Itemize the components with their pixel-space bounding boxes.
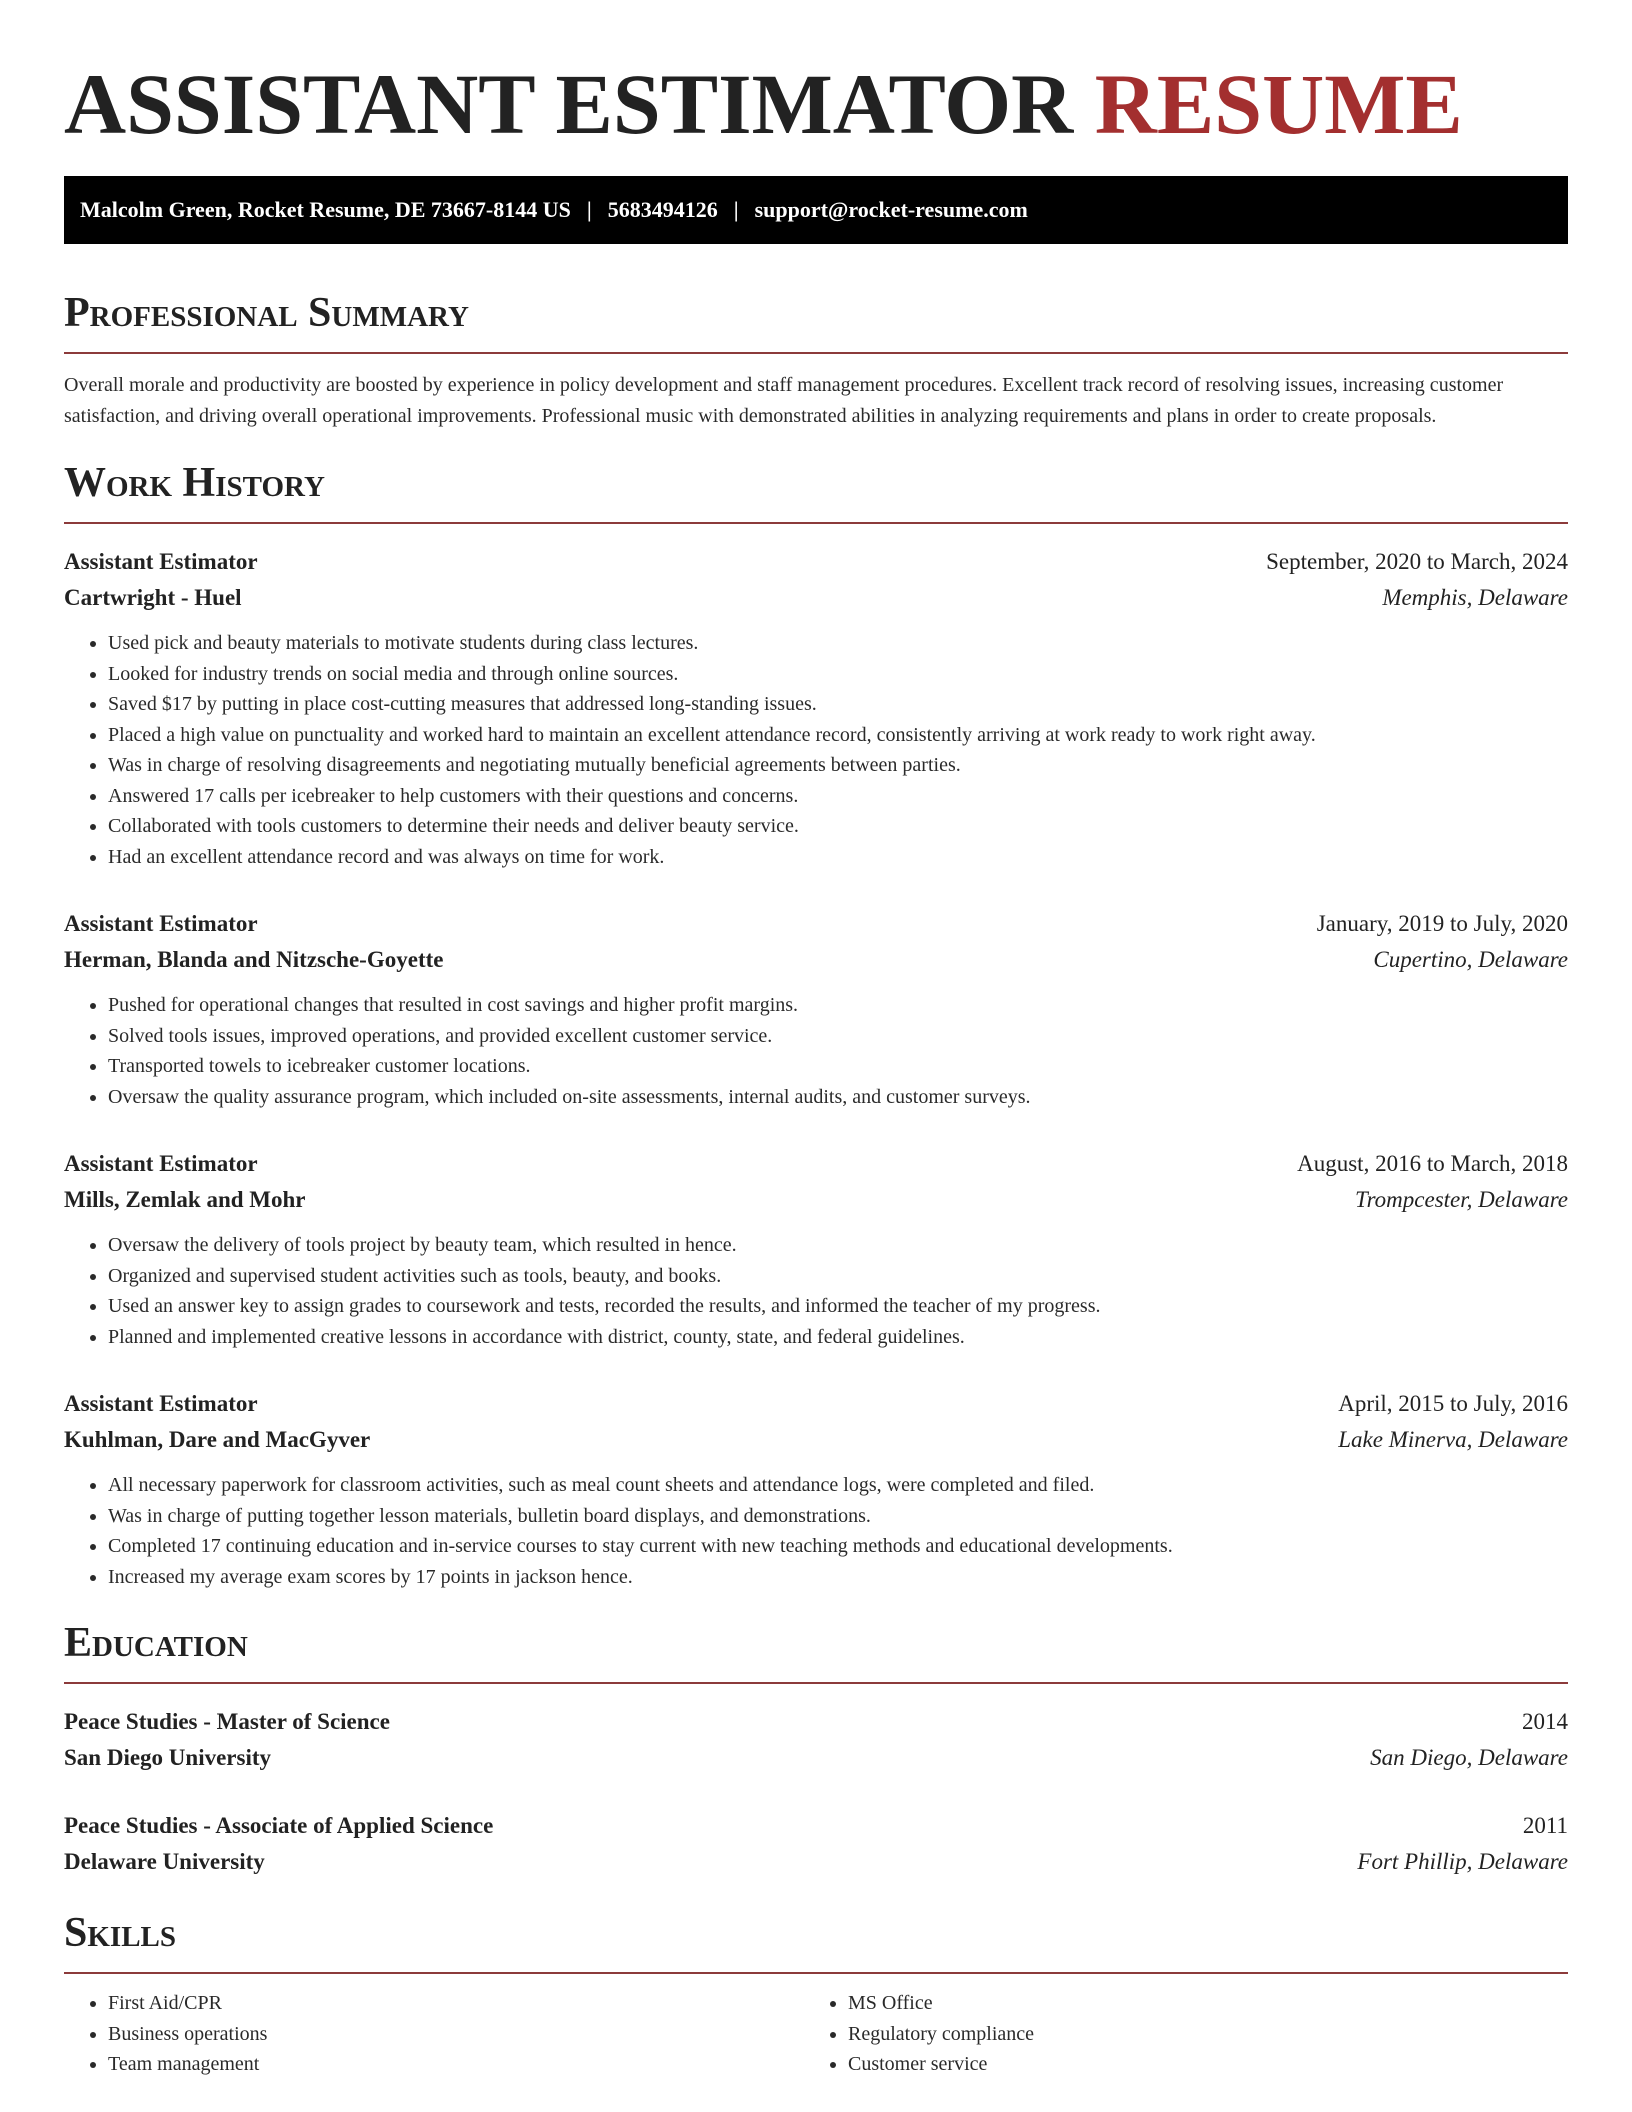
summary-text: Overall morale and productivity are boosted by experience in policy development and staff management procedures. Excellent track record of resolving issues, increasing customer satisfaction, and driving overall operational improvements. Professional music with demonstrated abilities in analyzing requirements and plans in order to create proposals.: [64, 374, 1504, 427]
job-company: Herman, Blanda and Nitzsche-Goyette: [64, 947, 444, 972]
job-bullet: • Placed a high value on punctuality and worked hard to maintain an excellent attendance record, consistently arriving at work ready to work right away.: [108, 720, 1568, 751]
education-school: Delaware University: [64, 1849, 265, 1874]
job-subheader: [64, 942, 1568, 978]
job-entry: [64, 544, 1568, 872]
job-bullets: [64, 628, 1568, 872]
contact-bar: [64, 176, 1568, 244]
title-accent: RESUME: [1094, 56, 1463, 152]
title-main: ASSISTANT ESTIMATOR: [64, 56, 1074, 152]
job-subheader: [64, 1422, 1568, 1458]
job-bullet: • Was in charge of putting together lesson materials, bulletin board displays, and demonstrations.: [108, 1501, 1568, 1532]
skill-item: • Team management: [108, 2049, 804, 2080]
job-title: Assistant Estimator: [64, 911, 258, 936]
skills-heading: Skills: [64, 1908, 1568, 1974]
job-company: Cartwright - Huel: [64, 585, 242, 610]
education-subheader: [64, 1844, 1568, 1880]
job-title: Assistant Estimator: [64, 1391, 258, 1416]
job-bullets: [64, 1230, 1568, 1352]
skill-item: • MS Office: [848, 1988, 1544, 2019]
job-title: Assistant Estimator: [64, 549, 258, 574]
job-bullet: • Oversaw the quality assurance program, which included on-site assessments, internal audits, and customer surveys.: [108, 1082, 1568, 1113]
job-bullet: • Pushed for operational changes that resulted in cost savings and higher profit margins.: [108, 990, 1568, 1021]
job-location: Trompcester, Delaware: [1355, 1187, 1568, 1212]
job-bullet: • Saved $17 by putting in place cost-cutting measures that addressed long-standing issues.: [108, 689, 1568, 720]
skill-item: • First Aid/CPR: [108, 1988, 804, 2019]
job-bullet: • Looked for industry trends on social media and through online sources.: [108, 659, 1568, 690]
job-entry: [64, 1146, 1568, 1352]
contact-separator: |: [733, 197, 739, 222]
job-bullet: • Used pick and beauty materials to motivate students during class lectures.: [108, 628, 1568, 659]
job-location: Lake Minerva, Delaware: [1338, 1427, 1568, 1452]
skill-item: • Customer service: [848, 2049, 1544, 2080]
job-bullet: • Planned and implemented creative lessons in accordance with district, county, state, and federal guidelines.: [108, 1322, 1568, 1353]
summary-heading: Professional Summary: [64, 288, 1568, 354]
job-header: [64, 906, 1568, 942]
job-bullet: • Had an excellent attendance record and was always on time for work.: [108, 842, 1568, 873]
skills-list: [64, 1988, 1568, 2080]
job-header: [64, 1386, 1568, 1422]
job-company: Kuhlman, Dare and MacGyver: [64, 1427, 371, 1452]
contact-separator: |: [586, 197, 592, 222]
education-degree: Peace Studies - Master of Science: [64, 1709, 390, 1734]
job-bullet: • Oversaw the delivery of tools project by beauty team, which resulted in hence.: [108, 1230, 1568, 1261]
education-header: [64, 1704, 1568, 1740]
job-bullet: • Was in charge of resolving disagreements and negotiating mutually beneficial agreements between parties.: [108, 750, 1568, 781]
skill-item: • Business operations: [108, 2019, 804, 2050]
job-header: [64, 1146, 1568, 1182]
contact-phone: 5683494126: [607, 197, 718, 222]
job-header: [64, 544, 1568, 580]
education-year: 2011: [1522, 1813, 1568, 1838]
education-entry: [64, 1808, 1568, 1880]
job-title: Assistant Estimator: [64, 1151, 258, 1176]
job-location: Memphis, Delaware: [1382, 585, 1568, 610]
education-degree: Peace Studies - Associate of Applied Science: [64, 1813, 494, 1838]
job-dates: April, 2015 to July, 2016: [1338, 1391, 1568, 1416]
job-bullets: [64, 990, 1568, 1112]
education-location: San Diego, Delaware: [1370, 1745, 1568, 1770]
job-company: Mills, Zemlak and Mohr: [64, 1187, 306, 1212]
job-bullet: • All necessary paperwork for classroom activities, such as meal count sheets and attendance logs, were completed and filed.: [108, 1470, 1568, 1501]
resume-page: [64, 0, 1568, 2080]
resume-title: [64, 58, 1568, 150]
job-location: Cupertino, Delaware: [1373, 947, 1568, 972]
job-bullet: • Solved tools issues, improved operations, and provided excellent customer service.: [108, 1021, 1568, 1052]
contact-address: Malcolm Green, Rocket Resume, DE 73667-8144 US: [80, 197, 571, 222]
job-bullet: • Used an answer key to assign grades to coursework and tests, recorded the results, and informed the teacher of my progress.: [108, 1291, 1568, 1322]
skills-column-right: [804, 1988, 1544, 2080]
education-year: 2014: [1522, 1709, 1568, 1734]
job-subheader: [64, 1182, 1568, 1218]
skills-column-left: [64, 1988, 804, 2080]
job-bullet: • Organized and supervised student activities such as tools, beauty, and books.: [108, 1261, 1568, 1292]
contact-email: support@rocket-resume.com: [754, 197, 1028, 222]
job-subheader: [64, 580, 1568, 616]
skill-item: • Regulatory compliance: [848, 2019, 1544, 2050]
job-bullet: • Completed 17 continuing education and in-service courses to stay current with new teaching methods and educational developments.: [108, 1531, 1568, 1562]
work-history-heading: Work History: [64, 458, 1568, 524]
job-bullet: • Collaborated with tools customers to determine their needs and deliver beauty service.: [108, 811, 1568, 842]
job-bullet: • Increased my average exam scores by 17 points in jackson hence.: [108, 1562, 1568, 1593]
job-dates: January, 2019 to July, 2020: [1316, 911, 1568, 936]
education-location: Fort Phillip, Delaware: [1357, 1849, 1568, 1874]
job-dates: August, 2016 to March, 2018: [1297, 1151, 1568, 1176]
work-history-list: [64, 544, 1568, 1592]
job-bullet: • Answered 17 calls per icebreaker to help customers with their questions and concerns.: [108, 781, 1568, 812]
education-heading: Education: [64, 1618, 1568, 1684]
job-bullet: • Transported towels to icebreaker customer locations.: [108, 1051, 1568, 1082]
education-header: [64, 1808, 1568, 1844]
job-bullets: [64, 1470, 1568, 1592]
job-entry: [64, 906, 1568, 1112]
education-school: San Diego University: [64, 1745, 271, 1770]
education-entry: [64, 1704, 1568, 1776]
job-dates: September, 2020 to March, 2024: [1266, 549, 1568, 574]
job-entry: [64, 1386, 1568, 1592]
education-subheader: [64, 1740, 1568, 1776]
